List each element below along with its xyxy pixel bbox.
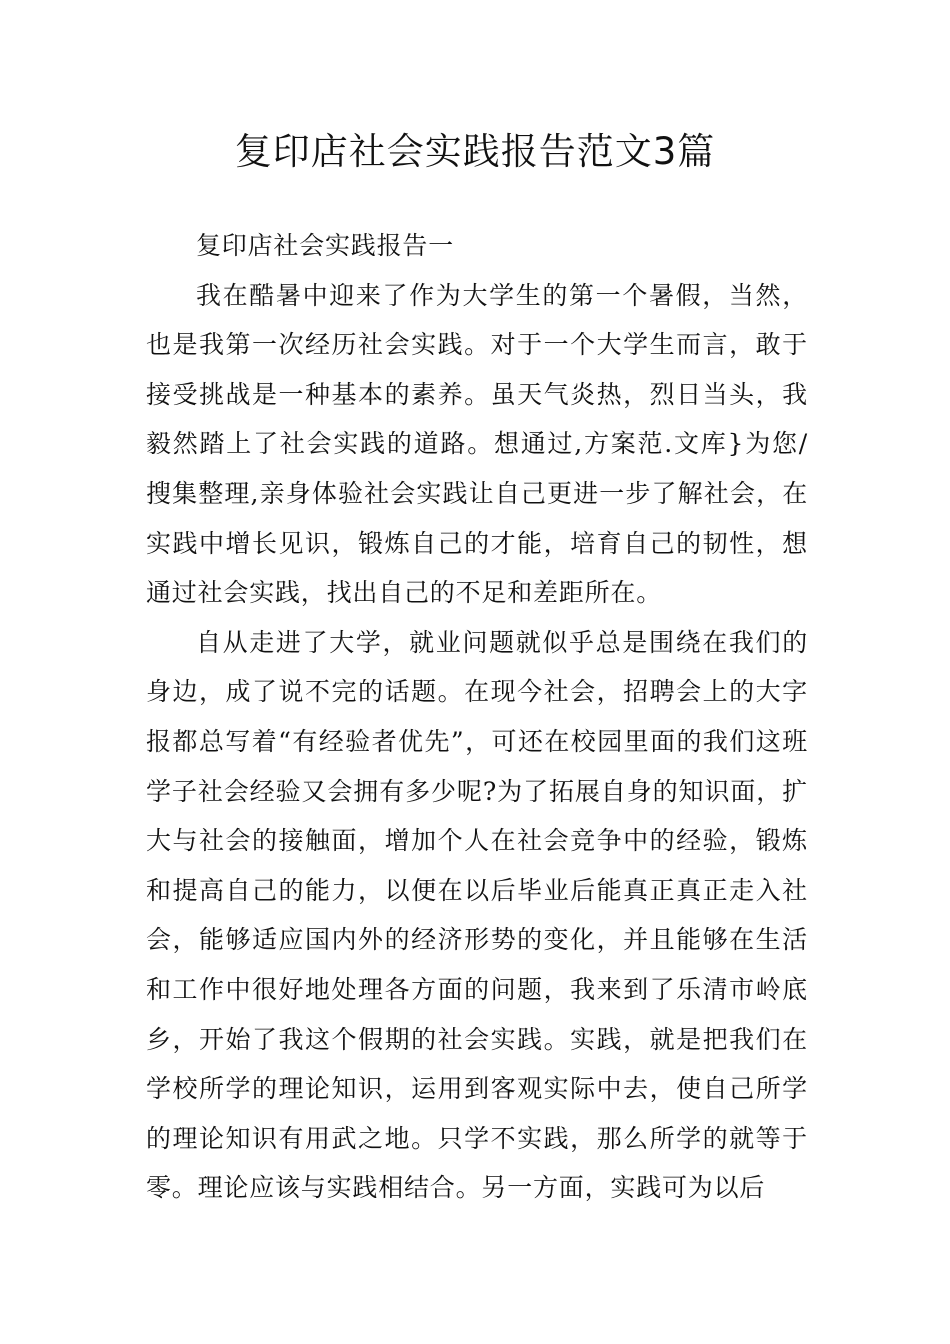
paragraph: 自从走进了大学，就业问题就似乎总是围绕在我们的身边，成了说不完的话题。在现今社会，招聘会上的大字报都总写着“有经验者优先”，可还在校园里面的我们这班学子社会经验又会拥有多少呢?为了拓展自身的知识面，扩大与社会的接触面，增加个人在社会竞争中的经验，锻炼和提高自己的能力，以便在以后毕业后能真正真正走入社会，能够适应国内外的经济形势的变化，并且能够在生活和工作中很好地处理各方面的问题，我来到了乐清市岭底乡，开始了我这个假期的社会实践。实践，就是把我们在学校所学的理论知识，运用到客观实际中去，使自己所学的理论知识有用武之地。只学不实践，那么所学的就等于零。理论应该与实践相结合。另一方面，实践可为以后 [146, 627, 808, 1203]
document-title: 复印店社会实践报告范文3篇 [234, 130, 716, 173]
paragraph: 我在酷暑中迎来了作为大学生的第一个暑假，当然，也是我第一次经历社会实践。对于一个大学生而言，敢于接受挑战是一种基本的素养。虽天气炎热，烈日当头，我毅然踏上了社会实践的道路。想通过,方案范.文库}为您/搜集整理,亲身体验社会实践让自己更进一步了解社会，在实践中增长见识，锻炼自己的才能，培育自己的韧性，想通过社会实践，找出自己的不足和差距所在。 [146, 280, 808, 608]
document-body [146, 221, 808, 1213]
section-heading: 复印店社会实践报告一 [196, 231, 455, 260]
